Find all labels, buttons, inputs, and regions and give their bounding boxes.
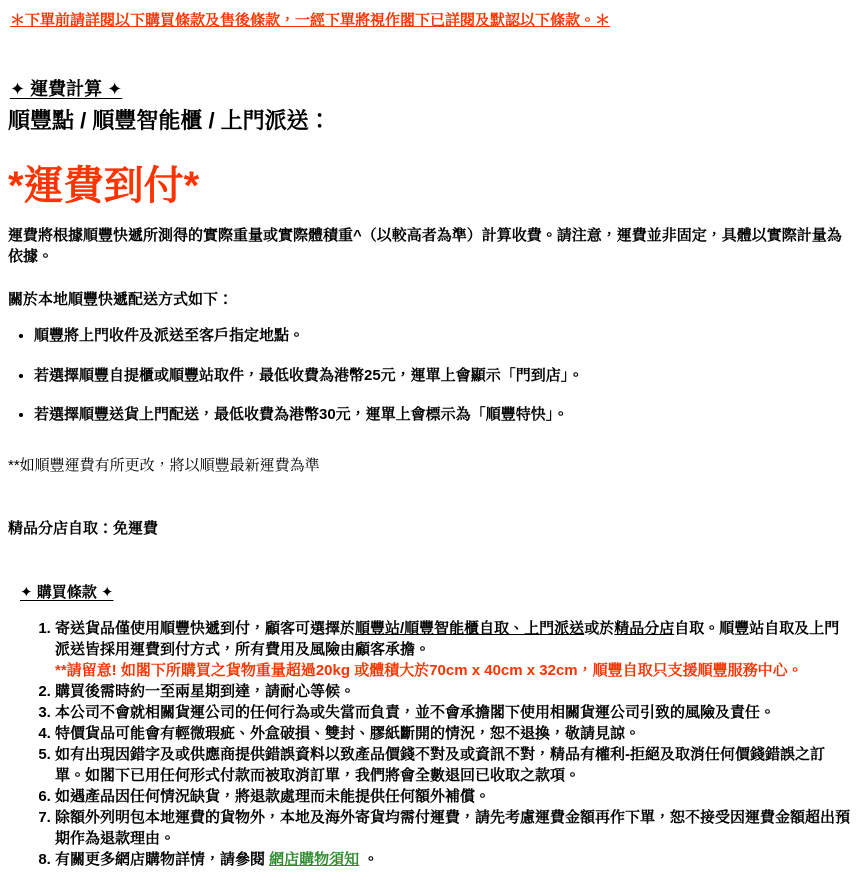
term-text-underlined: 精品分店: [614, 619, 675, 637]
freight-collect-banner: *運費到付*: [8, 163, 200, 208]
purchase-terms-heading: ✦ 購買條款 ✦: [20, 583, 114, 601]
delivery-methods-intro: 關於本地順豐快遞配送方式如下：: [8, 291, 234, 309]
shipping-calculation-heading: ✦ 運費計算 ✦: [10, 79, 123, 99]
delivery-options-subheading: 順豐點 / 順豐智能櫃 / 上門派送：: [8, 108, 331, 133]
oversize-warning-text: **請留意! 如閣下所購買之貨物重量超過20kg 或體積大於70cm x 40cm x 32cm，順豐自取只支援順豐服務中心。: [55, 661, 803, 679]
term-text: 。: [359, 850, 379, 868]
term-item-out-of-stock: 6. 如遇產品因任何情況缺貨，將退款處理而未能提供任何額外補償。: [55, 786, 853, 807]
term-text: 自取。順豐站自取及上門派送皆採用運費到付方式，所有費用及風險由顧客承擔。: [55, 619, 840, 658]
term-item-discounted-goods: 4. 特價貨品可能會有輕微瑕疵、外盒破損、雙封、膠紙斷開的情況，恕不退換，敬請見諒。: [55, 723, 853, 744]
term-text: 或於: [584, 619, 615, 637]
term-text-underlined: 順豐站/順豐智能櫃自取、上門派送: [355, 619, 585, 637]
delivery-method-item: • 若選擇順豐送貨上門配送，最低收費為港幣30元，運單上會標示為「順豐特快」。: [34, 404, 853, 426]
pre-order-notice: ＊下單前請詳閱以下購買條款及售後條款，一經下單將視作閣下已詳閱及默認以下條款。＊: [10, 12, 611, 29]
delivery-methods-list: [8, 325, 853, 426]
purchase-terms-list: [8, 618, 853, 870]
term-item-pricing-errors: 5. 如有出現因錯字及或供應商提供錯誤資料以致產品價錢不對及或資訊不對，精品有權利-拒絕及取消任何價錢錯誤之訂單。如閣下已用任何形式付款而被取消訂單，我們將會全數退回已收取之款項。: [55, 744, 853, 786]
store-pickup-free-line: 精品分店自取：免運費: [8, 519, 159, 537]
freight-change-note: **如順豐運費有所更改，將以順豐最新運費為準: [8, 457, 320, 475]
term-item-courier-liability: 3. 本公司不會就相關貨運公司的任何行為或失當而負責，並不會承擔閣下使用相關貨運公司引致的風險及責任。: [55, 702, 853, 723]
store-shopping-info-link[interactable]: 網店購物須知: [269, 850, 360, 868]
delivery-method-item: • 順豐將上門收件及派送至客戶指定地點。: [34, 325, 853, 347]
term-item-delivery-time: 2. 購買後需時約一至兩星期到達，請耐心等候。: [55, 681, 853, 702]
delivery-method-item: • 若選擇順豐自提櫃或順豐站取件，最低收費為港幣25元，運單上會顯示「門到店」。: [34, 365, 853, 387]
term-text: 有關更多網店購物詳情，請參閱: [55, 850, 270, 868]
term-item-more-info: [55, 849, 853, 870]
term-item-shipping-fees: 7. 除額外列明包本地運費的貨物外，本地及海外寄貨均需付運費，請先考慮運費金額再作下單，恕不接受因運費金額超出預期作為退款理由。: [55, 807, 853, 849]
term-item-delivery-options: [55, 618, 853, 681]
term-text: 寄送貨品僅使用順豐快遞到付，顧客可選擇於: [55, 619, 356, 637]
freight-calculation-paragraph: 運費將根據順豐快遞所測得的實際重量或實際體積重^（以較高者為準）計算收費。請注意，運費並非固定，具體以實際計量為依據。: [8, 226, 842, 266]
